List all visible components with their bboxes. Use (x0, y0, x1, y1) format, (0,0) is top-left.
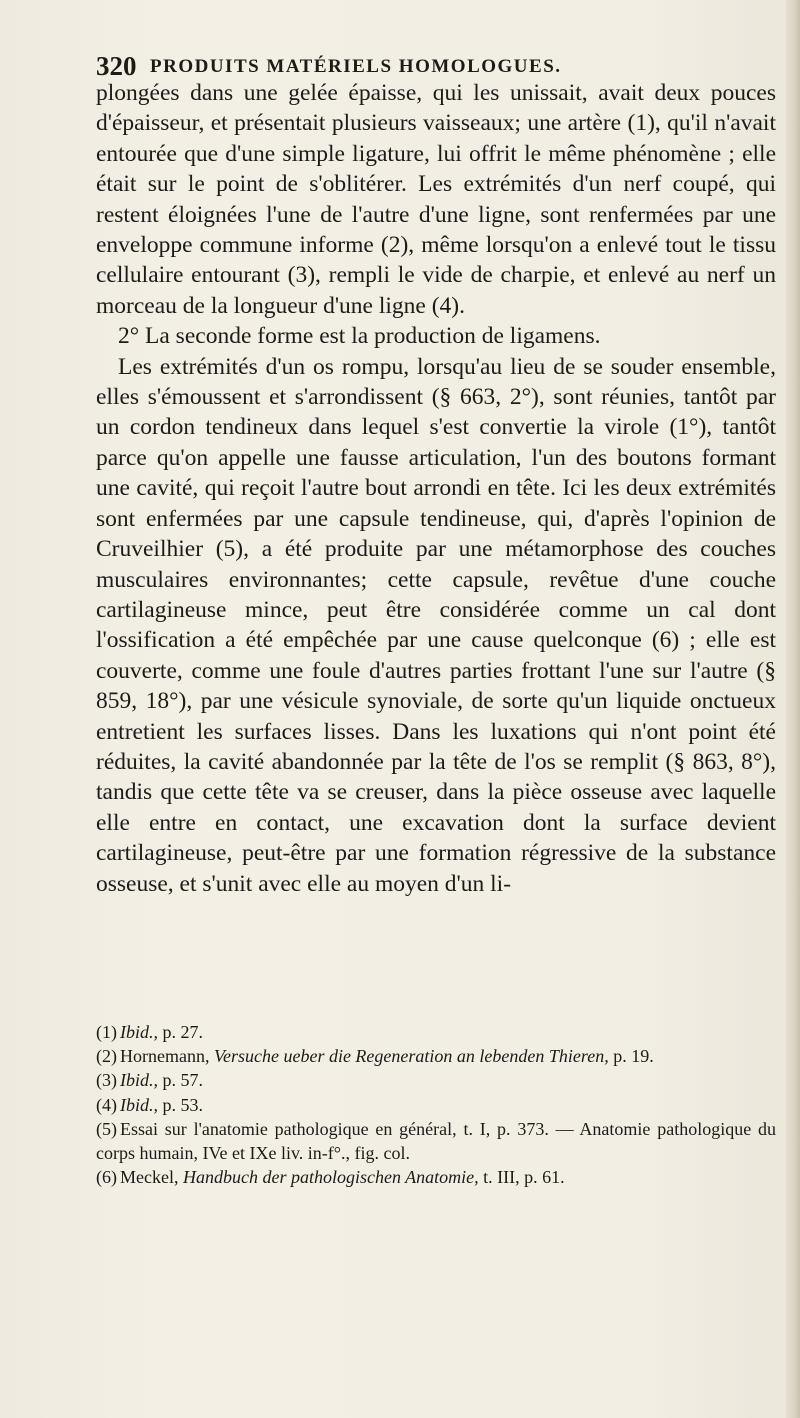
footnote-text: p. 19. (608, 1046, 654, 1067)
body-text (96, 78, 776, 899)
footnote-italic: Ibid., (120, 1094, 158, 1115)
footnote-number: (6) (96, 1167, 117, 1188)
footnote-text: p. 57. (158, 1070, 203, 1091)
footnote-italic: Versuche ueber die Regeneration an lebenden Thieren, (213, 1046, 609, 1067)
footnote (96, 1044, 776, 1068)
page-number: 320 (96, 51, 137, 81)
page-edge (786, 0, 800, 1418)
footnote-italic: Ibid., (120, 1070, 158, 1091)
footnote-text: p. 53. (158, 1094, 203, 1115)
paragraph: 2° La seconde forme est la production de ligamens. (118, 323, 601, 350)
footnote (96, 1068, 776, 1092)
paragraph: Les extrémités d'un os rompu, lorsqu'au lieu de se souder ensemble, elles s'émoussent et s'arrondissent (§ 663, 2°), sont réunies, tantôt par un cordon tendineux dans lequel s'est convertie la virole (1°), tantôt parce qu'on appelle une fausse articulation, l'un des boutons formant une cavité, qui reçoit l'autre bout arrondi en tête. Ici les deux extrémités sont enfermées par une capsule tendineuse, qui, d'après l'opinion de Cruveilhier (5), a été produite par une métamorphose des couches musculaires environnantes; cette capsule, revêtue d'une couche cartilagineuse mince, peut être considérée comme un cal dont l'ossification a été empêchée par une cause quelconque (6) ; elle est couverte, comme une foule d'autres parties frottant l'une sur l'autre (§ 859, 18°), par une vésicule synoviale, de sorte qu'un liquide onctueux entretient les surfaces lisses. Dans les luxations qui n'ont point été réduites, la cavité abandonnée par la tête de l'os se remplit (§ 863, 8°), tandis que cette tête va se creuser, dans la pièce osseuse avec laquelle elle entre en contact, une excavation dont la surface devient cartilagineuse, peut-être par une formation régressive de la substance osseuse, et s'unit avec elle au moyen d'un li- (96, 353, 776, 897)
footnotes (96, 1020, 776, 1189)
footnote-italic: Ibid., (120, 1022, 158, 1042)
footnote-prefix: Hornemann, (120, 1046, 214, 1067)
footnote-number: (2) (96, 1046, 117, 1067)
footnote (96, 1093, 776, 1117)
running-title: PRODUITS MATÉRIELS HOMOLOGUES. (150, 56, 562, 77)
footnote (96, 1020, 776, 1044)
paragraph: plongées dans une gelée épaisse, qui les unissait, avait deux pouces d'épaisseur, et présentait plusieurs vaisseaux; une artère (1), qu'il n'avait entourée que d'une simple ligature, lui offrit le même phénomène ; elle était sur le point de s'oblitérer. Les extrémités d'un nerf coupé, qui restent éloignées l'une de l'autre d'une ligne, sont renfermées par une enveloppe commune informe (2), même lorsqu'on a enlevé tout le tissu cellulaire entourant (3), rempli le vide de charpie, et enlevé au nerf un morceau de la longueur d'une ligne (4). (96, 80, 776, 319)
footnote (96, 1117, 776, 1165)
footnote-number: (4) (96, 1094, 117, 1115)
footnote-text: t. III, p. 61. (478, 1167, 565, 1188)
footnote-text: p. 27. (158, 1022, 203, 1042)
footnote-number: (3) (96, 1070, 117, 1091)
footnote-prefix: Meckel, (120, 1167, 183, 1188)
footnote (96, 1165, 776, 1189)
footnote-number: (5) (96, 1118, 117, 1139)
footnote-prefix: Essai sur l'anatomie pathologique en général, t. I, p. 373. — Anatomie pathologique du corps humain, IVe et IXe liv. in-f°., fig. col. (96, 1118, 776, 1164)
footnote-number: (1) (96, 1022, 117, 1042)
footnote-italic: Handbuch der pathologischen Anatomie, (182, 1167, 479, 1188)
